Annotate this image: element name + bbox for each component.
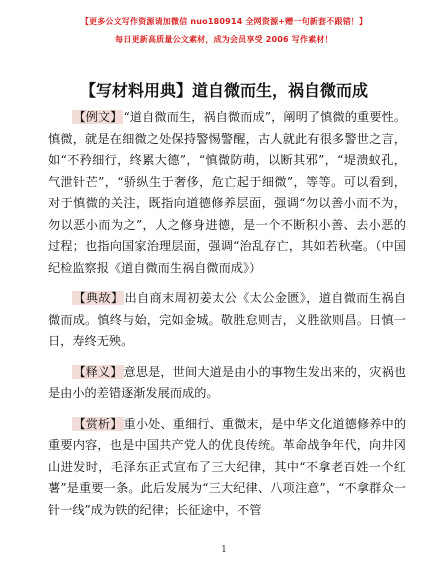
- header-banner-line2: 每日更新高质量公文素材，成为会员享受 2006 写作素材！: [115, 35, 333, 44]
- document-title: 【写材料用典】道自微而生，祸自微而成: [79, 81, 368, 100]
- paragraph-text: 重小处、重细行、重微末，是中华文化道德修养中的重要内容，也是中国共产党人的优良传统。革命战争年代，向井冈山进发时，毛泽东正式宣布了三大纪律，其中“不拿老百姓一个红薯”是重要一条。此后发展为“三大纪律、八项注意”，“不拿群众一针一线”成为铁的纪律；长征途中，不管: [48, 416, 407, 517]
- paragraph-tag: 【赏析】: [73, 416, 123, 431]
- document-body: [48, 107, 406, 530]
- paragraph-text: 意思是，世间大道是由小的事物生发出来的，灾祸也是由小的差错逐渐发展而成的。: [48, 364, 407, 400]
- header-banner-line1: 【更多公文写作资源请加微信 nuo180914 全网资源+赠一句新套不跟错！】: [80, 17, 368, 26]
- paragraph-tag: 【释义】: [73, 364, 123, 379]
- paragraph-text: 出自商末周初姜太公《太公金匮》，道自微而生祸自微而成。慎终与始，完如金城。敬胜怠则吉，义胜欲则昌。日慎一日，寿终无殃。: [48, 291, 407, 348]
- paragraph-meaning: [48, 362, 406, 405]
- paragraph-tag: 【例文】: [73, 110, 123, 124]
- page-number: 1: [221, 545, 227, 555]
- paragraph-example: [48, 107, 406, 279]
- paragraph-text: “道自微而生，祸自微而成”，阐明了慎微的重要性。慎微，就是在细微之处保持警惕警醒，古人就此有很多警世之言，如“不矜细行，终累大德”，“慎微防萌，以断其邪”，“堤溃蚁孔，气泄针芒”，“骄纵生于奢侈，危亡起于细微”，等等。可以看到，对于慎微的关注，既指向道德修养层面，强调“勿以善小而不为，勿以恶小而为之”，人之修身进德，是一个不断积小善、去小恶的过程；也指向国家治理层面，强调“治乱存亡，其如若秋毫。（中国纪检监察报《道自微而生祸自微而成》）: [48, 110, 407, 275]
- paragraph-tag: 【典故】: [73, 291, 124, 305]
- paragraph-allusion: [48, 288, 406, 353]
- paragraph-appreciation: [48, 414, 406, 522]
